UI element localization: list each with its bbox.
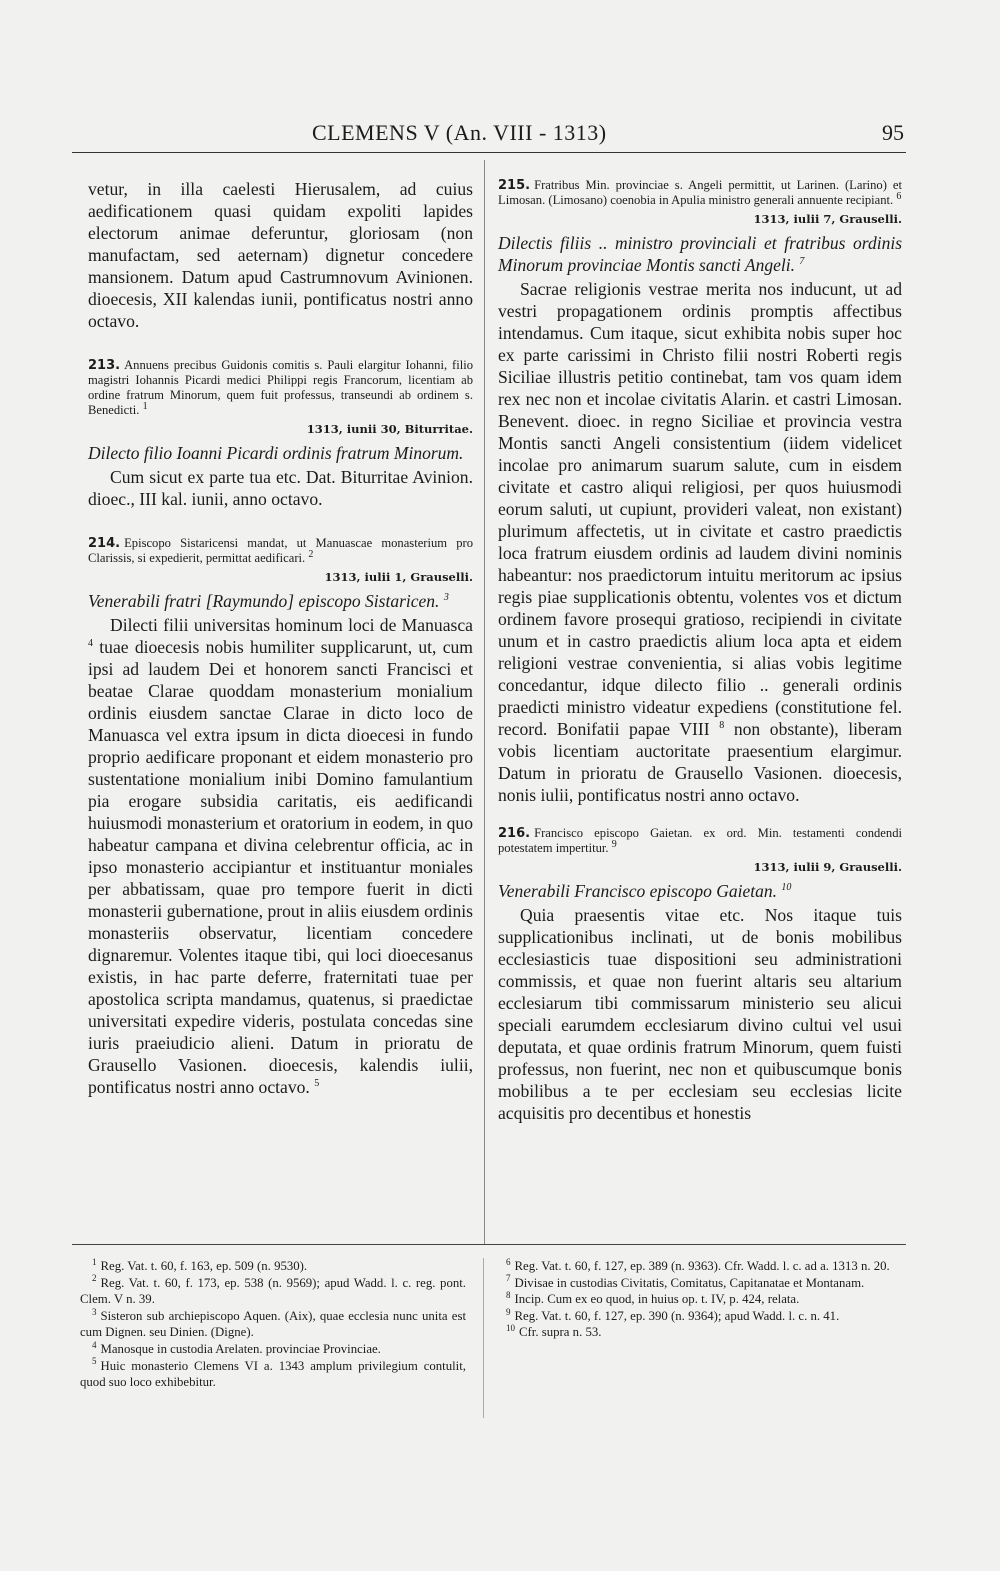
doc-date: 1313, iulii 9, Grauselli. <box>753 860 902 874</box>
doc-date: 1313, iulii 7, Grauselli. <box>753 212 902 226</box>
doc-number: 213. <box>88 358 121 373</box>
doc-text: Sacrae religionis vestrae merita nos inducunt, ut ad vestri propagationem ordinis promptis affectibus intendamus. Cum itaque, sicut exhibita nobis super hoc ex parte carissimi in Christo filii nostri Roberti regis Siciliae illustris petitio continebat, tam vos quam idem rex nec non et incolae civitatis Alarin. et castri Limosan. Benevent. dioec. in regno Siciliae et provincia vestra Montis sancti Angeli consistentium (iidem videlicet incolae pro animarum suarum salute, cum in eisdem civitate et castro aliqui religiosi, per quos huiusmodi eorum saluti, ut cupiunt, provideri valeat, non existant) plurimum affectetis, ut in civitate et castro praedictis loca fratrum eiusdem ordinis ad laudem divini nominis habeantur: nos praedictorum intuitu meritorum ac ipsius regis piae supplicationis obtentu, volentes vos et dictum ordinem favore prosequi gratioso, recipiendi in civitate unum et in castro praedictis alium loca apta et eidem religioni vestrae convenientia, si alias vobis legitime concedantur, idque dilecto filio .. generali ordinis praedicti ministro videatur expediens (constitutione fel. record. Bonifatii papae VIII $^8$ non obstante), liberam vobis licentiam auctoritate praesentium elargimur. Datum in prioratu de Grausello Vasionen. dioecesis, nonis iulii, pontificatus nostri anno octavo. <box>498 279 902 805</box>
footnote-ref: 2 <box>308 548 314 560</box>
right-column <box>498 178 902 1124</box>
document-213 <box>88 358 473 510</box>
document-214 <box>88 536 473 1098</box>
footnote-ref: 5 <box>314 1078 320 1090</box>
footnote-ref: 6 <box>896 190 902 202</box>
footnotes-left <box>80 1258 466 1391</box>
footnote: $^4$ Manosque in custodia Arelaten. provinciae Provinciae. <box>92 1339 381 1356</box>
left-column <box>88 178 473 1098</box>
doc-summary: 214. Episcopo Sistaricensi mandat, ut Manuascae monasterium pro Clarissis, si expedierit, permittat aedificari. $^2$ <box>88 536 473 565</box>
doc-number: 216. <box>498 826 531 841</box>
footnote: $^1$ Reg. Vat. t. 60, f. 163, ep. 509 (n. 9530). <box>92 1256 308 1273</box>
footnote: $^5$ Huic monasterio Clemens VI a. 1343 amplum privilegium contulit, quod suo loco exhibebitur. <box>80 1356 466 1390</box>
footnote-ref: 7 <box>799 256 805 268</box>
footnote-ref: 10 <box>781 882 792 894</box>
column-divider <box>484 160 485 1245</box>
page-number: 95 <box>882 120 904 145</box>
footnote: $^3$ Sisteron sub archiepiscopo Aquen. (Aix), quae ecclesia nunc unita est cum Dignen. seu Dinien. (Digne). <box>80 1306 466 1340</box>
document-216 <box>498 826 902 1124</box>
page-header <box>72 120 906 153</box>
doc-number: 214. <box>88 536 121 551</box>
doc-address: Dilectis filiis .. ministro provinciali et fratribus ordinis Minorum provinciae Montis sancti Angeli. $^7$ <box>498 233 902 275</box>
doc-date: 1313, iunii 30, Biturritae. <box>306 422 473 436</box>
footnote-ref: 3 <box>443 592 449 604</box>
doc-address: Venerabili fratri [Raymundo] episcopo Sistaricen. $^3$ <box>88 591 449 611</box>
footnote-ref: 9 <box>611 838 617 850</box>
doc-summary: 215. Fratribus Min. provinciae s. Angeli permittit, ut Larinen. (Larino) et Limosan. (Limosano) coenobia in Apulia ministro generali annuente recipiant. $^6$ <box>498 178 902 207</box>
footnote: $^6$ Reg. Vat. t. 60, f. 127, ep. 389 (n. 9363). Cfr. Wadd. l. c. ad a. 1313 n. 20. <box>506 1256 890 1273</box>
footnote-ref: 1 <box>142 400 148 412</box>
doc-address: Dilecto filio Ioanni Picardi ordinis fratrum Minorum. <box>88 443 464 463</box>
doc-text: Cum sicut ex parte tua etc. Dat. Biturritae Avinion. dioec., III kal. iunii, anno octavo. <box>88 467 473 509</box>
doc-number: 215. <box>498 178 531 193</box>
doc-summary: 213. Annuens precibus Guidonis comitis s. Pauli elargitur Iohanni, filio magistri Iohannis Picardi medici Philippi regis Francorum, licentiam ab ordine fratrum Minorum, quem fuit professus, transeundi ab ordinem s. Benedicti. $^1$ <box>88 358 473 417</box>
footnote-divider <box>483 1258 484 1418</box>
footnote-ref: 4 <box>88 638 93 650</box>
document-215 <box>498 178 902 806</box>
footnote: $^7$ Divisae in custodias Civitatis, Comitatus, Capitanatae et Montanam. <box>506 1273 865 1290</box>
running-head: CLEMENS V (An. VIII - 1313) <box>312 120 607 145</box>
footnote: $^{10}$ Cfr. supra n. 53. <box>506 1323 602 1340</box>
footnote: $^8$ Incip. Cum ex eo quod, in huius op. t. IV, p. 424, relata. <box>506 1289 800 1307</box>
footnote: $^9$ Reg. Vat. t. 60, f. 127, ep. 390 (n. 9364); apud Wadd. l. c. n. 41. <box>506 1306 840 1323</box>
footnotes-right <box>494 1258 904 1341</box>
footnote-ref: 8 <box>719 720 725 732</box>
doc-text: Dilecti filii universitas hominum loci de Manuasca $^4$ tuae dioecesis nobis humiliter supplicarunt, ut, cum ipsi ad laudem Dei et honorem sancti Francisci et beatae Clarae quoddam monasterium monialium ordinis eiusdem sanctae Clarae in dicto loco de Manuasca vel extra ipsum in dicta dioecesi in fundo proprio aedificare proponant et eidem monasterio pro sustentatione monialium inibi Domino famulantium pia erogare subsidia caritatis, eis aedificandi huiusmodi monasterium et oratorium in eodem, in quo habeatur campana et divina celebrentur officia, ac in ipso monasterio accipiantur et instituantur moniales per abbatissam, quae pro tempore fuerit in dicti monasterii gubernatione, prout in aliis eiusdem ordinis monasteriis observatur, licentiam concedere dignaremur. Volentes itaque tibi, qui loci dioecesanus existis, in hac parte deferre, fraternitati tuae per apostolica scripta mandamus, quatenus, si praedictae universitati expedire videris, postulata concedas sine iuris praeiudicio alieni. Datum in prioratu de Grausello Vasionen. dioecesis, kalendis iulii, pontificatus nostri anno octavo. $^5$ <box>88 615 473 1097</box>
doc-address: Venerabili Francisco episcopo Gaietan. $^{10}$ <box>498 881 792 901</box>
doc-text: Quia praesentis vitae etc. Nos itaque tuis supplicationibus inclinati, ut de bonis mobilibus ecclesiasticis tuae dispositioni seu administrationi commissis, et quae non fuerint altaris seu altarium ecclesiarum tibi commissarum ministerio seu alicui speciali earumdem ecclesiarum divino cultui vel usui deputata, et quae ordinis fratrum Minorum, quem fuisti professus, non fuerint, nec non et quibuscumque bonis mobilibus a te per ecclesiam seu ecclesias licite acquisitis pro decentibus et honestis <box>498 905 902 1123</box>
continued-text: vetur, in illa caelesti Hierusalem, ad cuius aedificationem quasi quidam expoliti lapides electorum animae deferuntur, gloriosam (non manufactam, sed aeternam) dignetur concedere mansionem. Datum apud Castrumnovum Avinionen. dioecesis, XII kalendas iunii, pontificatus nostri anno octavo. <box>88 179 473 331</box>
doc-date: 1313, iulii 1, Grauselli. <box>324 570 473 584</box>
footnote: $^2$ Reg. Vat. t. 60, f. 173, ep. 538 (n. 9569); apud Wadd. l. c. reg. pont. Clem. V n. 39. <box>80 1273 466 1307</box>
footnote-rule <box>72 1244 906 1245</box>
doc-summary: 216. Francisco episcopo Gaietan. ex ord. Min. testamenti condendi potestatem impertitur. $^9$ <box>498 826 902 855</box>
